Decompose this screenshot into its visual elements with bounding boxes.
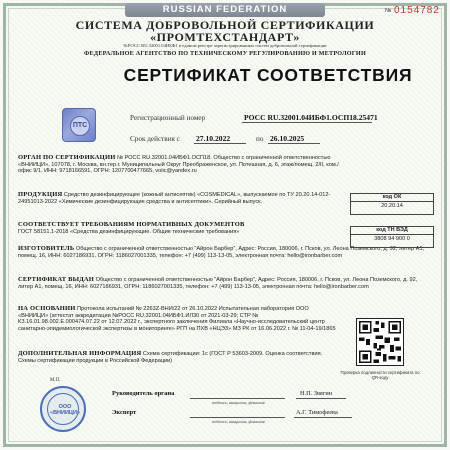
basis-text: Протокола испытаний № 2263Z-ВНИ/22 от 26.10.2022 Испытательная лаборатория ООО «ВНИИЦИ» (аттестат аккредитации №РОСС RU.32001.04ИБФ1.ИЛ30 от 2021-03-29; СТР № КЗ.16.01.98.002.Е.000474.07.22 от 12.07.2022 г., экспертного заключения Филиала «Научно-исследовательский центр санитарно-эпидемиологической экспертизы в мониторинге» РГП на ПХВ «НЦЭЗ» МЗ РК от 16.06.2022 г. № 11-04-19/1865	[18, 306, 336, 332]
head-name-line	[296, 398, 346, 399]
additional-info-text: Схема сертификации: 1с (ГОСТ Р 53603-2009. Оценка соответствия. Схемы сертификации продукции в Российской Федерации)	[18, 351, 323, 364]
validity-from: 27.10.2022	[196, 134, 231, 143]
registry-line: №РОСС RU.32001.04ИБФ1 в едином реестре зарегистрированных систем добровольной сертификации	[123, 43, 327, 48]
tnved-code-value: 3808 94 900 0	[374, 236, 410, 242]
section-product	[18, 192, 345, 205]
qr-code-icon	[356, 318, 404, 366]
expert-signature-line	[190, 417, 285, 418]
serial-number-label: №	[385, 8, 392, 14]
certification-body-text: № РОСС RU.32001.04ИБФ1.ОСП18. Общество с ограниченной ответственностью «ВНИИЦИ», 107078, г. Москва, вн.тер.г. Муниципальный Округ Преображенское, ул. Потешная, д. 6, этаж/помещ. 2/II, ком./офис 9/1. ИНН: 9718166591, ОГРН: 1207700477665, voiic@yandex.ru	[18, 155, 339, 175]
head-signature-line	[190, 398, 285, 399]
section-additional-info	[18, 351, 340, 364]
registration-number: РОСС RU.32001.04ИБФ1.ОСП18.25471	[244, 113, 378, 122]
system-name: «ПРОМТЕХСТАНДАРТ»	[150, 30, 300, 44]
issued-to-text: Общество с ограниченной ответственностью “Айрон Барбер”, Адрес: Россия, 180006, г. Псков, ул. Леона Поземского, д. 92, литер А1, помещ. 16, ИНН: 6027186931, ОГРН: 1186027001335, телефон: +7 (499) 113-13-05, электронная почта: hello@ironbarber.com	[18, 277, 418, 290]
system-emblem-icon	[62, 108, 96, 142]
product-text: Средство дезинфицирующее (кожный антисептик) «COSMEDICAL», выпускаемое по ТУ 20.20.14-012-24951013-2022 «Химические дезинфицирующие средства и антисептики». Серийный выпуск.	[18, 192, 331, 205]
validity-from-underline	[194, 143, 246, 144]
section-certification-body	[18, 155, 345, 175]
validity-to: 26.10.2025	[270, 134, 305, 143]
product-label: ПРОДУКЦИЯ	[18, 191, 63, 198]
agency-name: ФЕДЕРАЛЬНОЕ АГЕНТСТВО ПО ТЕХНИЧЕСКОМУ РЕГУЛИРОВАНИЮ И МЕТРОЛОГИИ	[84, 50, 366, 57]
head-name: Н.П. Звягин	[300, 390, 333, 397]
seal-text: ООО «ВНИИЦИ»	[50, 404, 80, 416]
expert-signature-label: Эксперт	[112, 409, 137, 416]
serial-number: 0154782	[394, 5, 440, 16]
validity-to-underline	[268, 143, 320, 144]
validity-to-label: по	[256, 135, 264, 143]
qr-caption: Проверка подлинности сертификата по QR-коду	[340, 370, 420, 380]
tnved-code-label: код ТН ВЭД	[351, 227, 433, 235]
manufacturer-text: Общество с ограниченной ответственностью “Айрон Барбер”, Адрес: Россия, 180006, г. Псков, ул. Леона Поземского, д. 92, литер А1, помещ. 16, ИНН: 6027186931, ОГРН: 1186027001335, телефон: +7 (499) 113-13-05, электронная почта: hello@ironbarber.com	[18, 246, 425, 259]
expert-name: А.Г. Тимофеева	[296, 409, 338, 416]
seal-mp-label: М.П.	[50, 378, 61, 383]
issued-to-label: СЕРТИФИКАТ ВЫДАН	[18, 276, 95, 283]
country-banner: RUSSIAN FEDERATION	[125, 3, 325, 17]
tnved-code-box	[350, 226, 434, 248]
okp-code-box	[350, 193, 434, 215]
compliance-label: СООТВЕТСТВУЕТ ТРЕБОВАНИЯМ НОРМАТИВНЫХ ДОКУМЕНТОВ	[18, 221, 245, 228]
head-signature-hint: подпись, инициалы, фамилия	[212, 400, 265, 405]
expert-name-line	[294, 417, 352, 418]
section-basis	[18, 306, 340, 332]
validity-label: Срок действия с	[130, 135, 180, 143]
okp-code-label: код ОК	[351, 194, 433, 202]
section-issued-to	[18, 277, 428, 290]
section-compliance	[18, 222, 345, 235]
compliance-text: ГОСТ 58151.1-2018 «Средства дезинфицирующие. Общие технические требования»	[18, 228, 240, 235]
head-signature-label: Руководитель органа	[112, 390, 175, 397]
seal-stamp-icon	[40, 386, 86, 432]
emblem-text: ПТС	[70, 116, 90, 136]
manufacturer-label: ИЗГОТОВИТЕЛЬ	[18, 245, 75, 252]
expert-signature-hint: подпись, инициалы, фамилия	[212, 419, 265, 424]
certificate-title: СЕРТИФИКАТ СООТВЕТСТВИЯ	[123, 65, 413, 85]
okp-code-value: 20.20.14	[381, 203, 403, 209]
registration-underline	[242, 122, 372, 123]
additional-info-label: ДОПОЛНИТЕЛЬНАЯ ИНФОРМАЦИЯ	[18, 350, 142, 357]
basis-label: НА ОСНОВАНИИ	[18, 305, 76, 312]
registration-label: Регистрационный номер	[130, 114, 206, 122]
certification-body-label: ОРГАН ПО СЕРТИФИКАЦИИ	[18, 154, 116, 161]
system-title: СИСТЕМА ДОБРОВОЛЬНОЙ СЕРТИФИКАЦИИ	[75, 18, 375, 32]
